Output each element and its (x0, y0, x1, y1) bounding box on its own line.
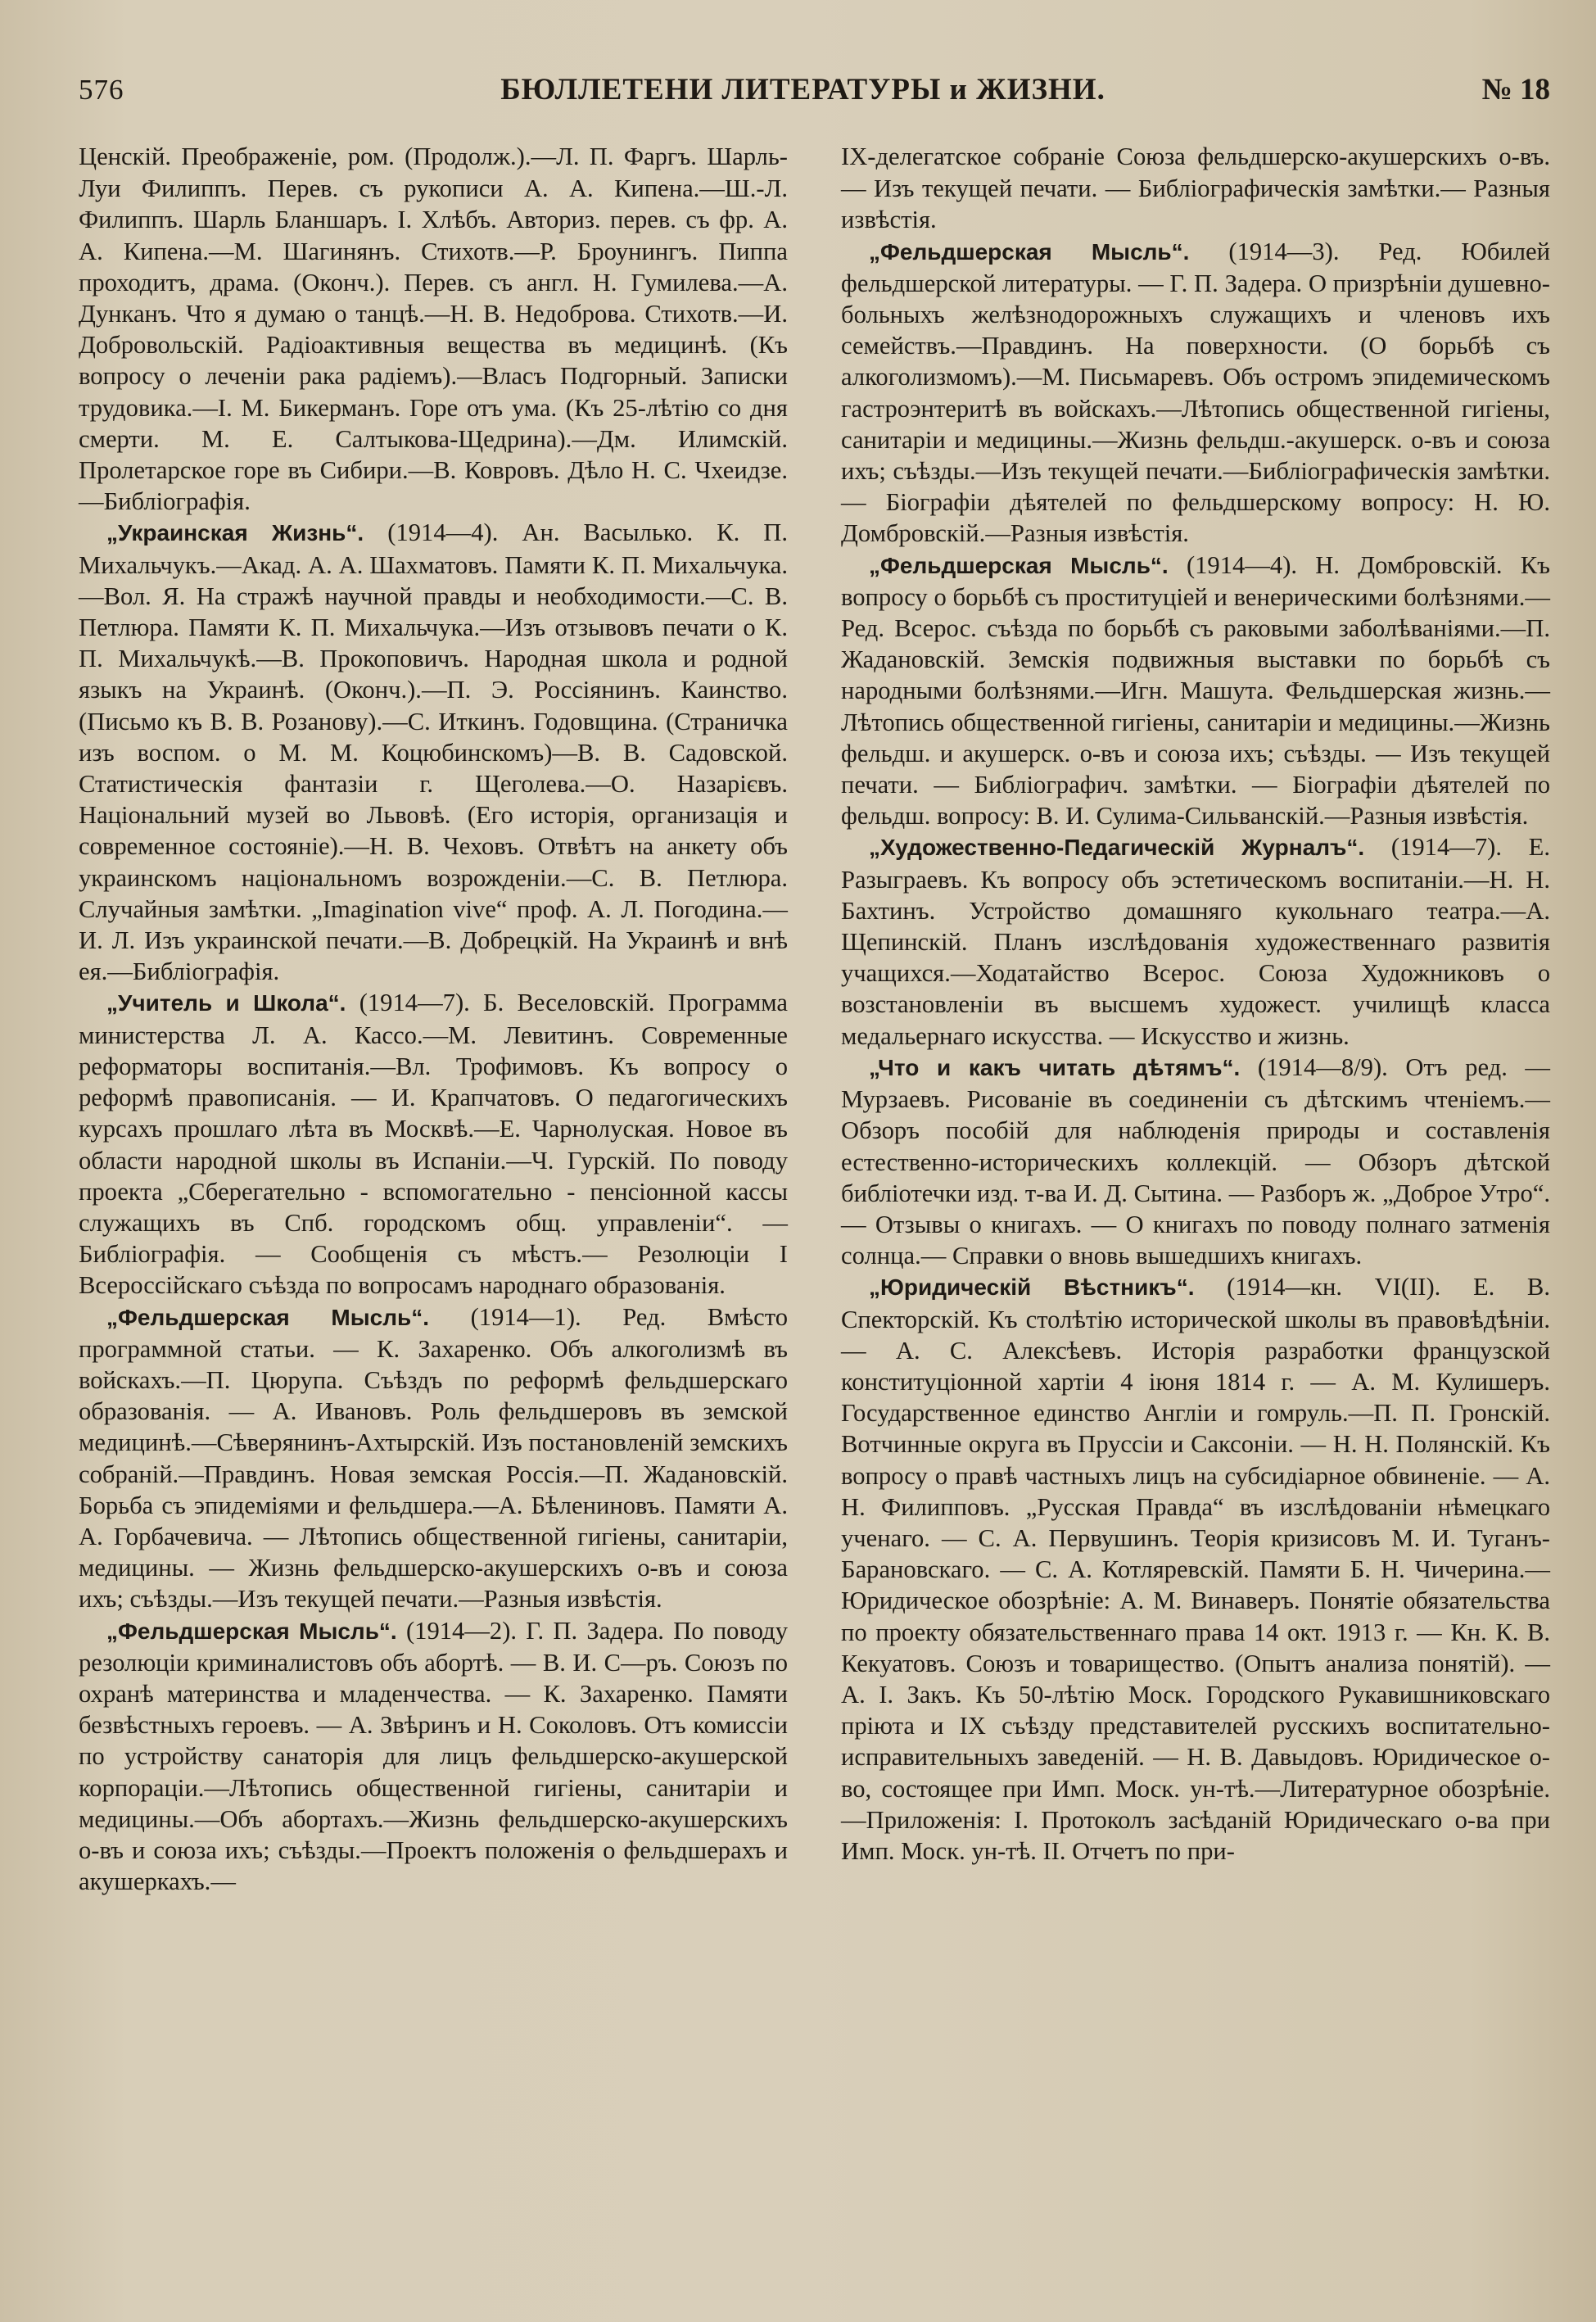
entry-text: (1914—1). Ред. Вмѣсто программной статьи. — К. Захаренко. Объ алкоголизмѣ въ войскахъ.—П. Цюрупа. Съѣздъ по реформѣ фельдшерскаго образованія. — А. Ивановъ. Роль фельдшеровъ въ земской медицинѣ.—Сѣверянинъ-Ахтырскій. Изъ постановленій земскихъ собраній.—Правдинъ. Новая земская Россія.—П. Жадановскій. Борьба съ эпидеміями и фельдшера.—А. Бѣлениновъ. Памяти А. А. Горбачевича. — Лѣтопись общественной гигіены, санитаріи, медицины. — Жизнь фельдшерско-акушерскихъ о-въ и союза ихъ; съѣзды.—Изъ текущей печати.—Разныя извѣстія. (79, 1302, 788, 1614)
entry-text: (1914—7). Е. Разыграевъ. Къ вопросу объ эстетическомъ воспитаніи.—Н. Н. Бахтинъ. Устройство домашняго кукольнаго театра.—А. Щепинскій. Планъ изслѣдованія художественнаго развитія учащихся.—Ходатайство Всерос. Союза Художниковъ о возстановленіи въ высшемъ художест. училищѣ класса медальернаго искусства. — Искусство и жизнь. (841, 833, 1550, 1050)
entry-text: (1914—4). Ан. Васылько. К. П. Михальчукъ.—Акад. А. А. Шахматовъ. Памяти К. П. Михальчука.—Вол. Я. На стражѣ научной правды и необходимости.—С. В. Петлюра. Памяти К. П. Михальчука.—Изъ отзывовъ печати о К. П. Михальчукѣ.—В. Прокоповичъ. Народная школа и родной языкъ на Украинѣ. (Оконч.).—П. Э. Россіянинъ. Каинство. (Письмо къ В. В. Розанову).—С. Иткинъ. Годовщина. (Страничка изъ воспом. о М. М. Коцюбинскомъ)—В. В. Садовской. Статистическія фантазіи г. Щеголева.—О. Назарієвъ. Національний музей во Львовѣ. (Его исторія, организація и современное состояніе).—Н. В. Чеховъ. Отвѣтъ на анкету объ украинскомъ національномъ возрожденіи.—С. В. Петлюра. Случайныя замѣтки. „Imagination vive“ проф. А. Л. Погодина.—И. Л. Изъ украинской печати.—В. Добрецкій. На Украинѣ и внѣ ея.—Библіографія. (79, 518, 788, 986)
bibliography-entry (79, 1301, 788, 1615)
bibliography-entry (841, 1052, 1550, 1271)
bibliography-entry (79, 987, 788, 1301)
entry-text: Ценскій. Преображеніе, ром. (Продолж.).—Л. П. Фаргъ. Шарль-Луи Филиппъ. Перев. съ рукописи А. А. Кипена.—Ш.-Л. Филиппъ. Шарль Бланшаръ. І. Хлѣбъ. Авториз. перев. съ фр. А. А. Кипена.—М. Шагинянъ. Стихотв.—Р. Броунингъ. Пиппа проходитъ, драма. (Оконч.). Перев. съ англ. Н. Гумилева.—А. Дунканъ. Что я думаю о танцѣ.—Н. В. Недоброва. Стихотв.—И. Добровольскій. Радіоактивныя вещества въ медицинѣ. (Къ вопросу о леченіи рака радіемъ).—Власъ Подгорный. Записки трудовика.—І. М. Бикерманъ. Горе отъ ума. (Къ 25-лѣтію со дня смерти. М. Е. Салтыкова-Щедрина).—Дм. Илимскій. Пролетарское горе въ Сибири.—В. Ковровъ. Дѣло Н. С. Чхеидзе.—Библіографія. (79, 143, 788, 516)
journal-title: „Художественно-Педагическій Журналъ“. (869, 835, 1365, 861)
bibliography-entry (841, 550, 1550, 832)
issue-number: № 18 (1481, 73, 1550, 106)
bibliography-entry (841, 831, 1550, 1051)
right-column (841, 141, 1550, 2297)
page-number: 576 (79, 74, 124, 106)
entry-text: (1914—3). Ред. Юбилей фельдшерской литературы. — Г. П. Задера. О призрѣніи душевно-больныхъ желѣзнодорожныхъ служащихъ и членовъ ихъ семействъ.—Правдинъ. На поверхности. (О борьбѣ съ алкоголизмомъ).—М. Письмаревъ. Объ остромъ эпидемическомъ гастроэнтеритѣ въ войскахъ.—Лѣтопись общественной гигіены, санитаріи и медицины.—Жизнь фельдш.-акушерск. о-въ и союза ихъ; съѣзды.—Изъ текущей печати.—Библіографическія замѣтки. — Біографіи дѣятелей по фельдшерскому вопросу: Н. Ю. Домбровскій.—Разныя извѣстія. (841, 237, 1550, 548)
bibliography-entry (841, 141, 1550, 236)
entry-text: (1914—4). Н. Домбровскій. Къ вопросу о борьбѣ съ проституціей и венерическими болѣзнями.—Ред. Всерос. съѣзда по борьбѣ съ раковыми заболѣваніями.—П. Жадановскій. Земскія подвижныя выставки по борьбѣ съ народными болѣзнями.—Игн. Машута. Фельдшерская жизнь.—Лѣтопись общественной гигіены, санитаріи и медицины.—Жизнь фельдш. и акушерск. о-въ и союза ихъ; съѣзды. — Изъ текущей печати. — Библіографич. замѣтки. — Біографіи дѣятелей по фельдш. вопросу: В. И. Сулима-Сильванскій.—Разныя извѣстія. (841, 550, 1551, 831)
bibliography-entry (79, 517, 788, 987)
entry-text: (1914—8/9). Отъ ред. — Мурзаевъ. Рисованіе въ соединеніи съ дѣтскимъ чтеніемъ.—Обзоръ пособій для наблюденія природы и составленія естественно-историческихъ коллекцій. — Обзоръ дѣтской библіотечки изд. т-ва И. Д. Сытина. — Разборъ ж. „Доброе Утро“. — Отзывы о книгахъ. — О книгахъ по поводу полнаго затменія солнца.— Справки о вновь вышедшихъ книгахъ. (841, 1052, 1551, 1270)
entry-text: (1914—7). Б. Веселовскій. Программа министерства Л. А. Кассо.—М. Левитинъ. Современные реформаторы воспитанія.—Вл. Трофимовъ. Къ вопросу о реформѣ правописанія. — И. Крапчатовъ. О педагогическихъ курсахъ прошлаго лѣта въ Москвѣ.—Е. Чарнолуская. Новое въ области народной школы въ Испаніи.—Ч. Гурскій. По поводу проекта „Сберегательно - вспомогательно - пенсіонной кассы служащихъ въ Спб. городскомъ общ. управленіи“. — Библіографія. — Сообщенія съ мѣстъ.— Резолюціи I Всероссійскаго съѣзда по вопросамъ народнаго образованія. (79, 989, 788, 1300)
entry-text: IX-делегатское собраніе Союза фельдшерско-акушерскихъ о-въ. — Изъ текущей печати. — Библіографическія замѣтки.— Разныя извѣстія. (841, 143, 1550, 234)
journal-title: „Фельдшерская Мысль“. (106, 1304, 430, 1330)
left-column (79, 141, 788, 2297)
journal-title: „Украинская Жизнь“. (106, 520, 364, 546)
bibliography-entry (79, 1615, 788, 1898)
entry-text: (1914—2). Г. П. Задера. По поводу резолюціи криминалистовъ объ абортѣ. — В. И. С—ръ. Союзъ по охранѣ материнства и младенчества. — К. Захаренко. Памяти безвѣстныхъ героевъ. — А. Звѣринъ и Н. Соколовъ. Отъ комиссіи по устройству санаторія для лицъ фельдшерско-акушерской корпораціи.—Лѣтопись общественной гигіены, санитаріи и медицины.—Объ абортахъ.—Жизнь фельдшерско-акушерскихъ о-въ и союза ихъ; съѣзды.—Проектъ положенія о фельдшерахъ и акушеркахъ.— (79, 1616, 788, 1896)
journal-title: „Фельдшерская Мысль“. (106, 1618, 397, 1644)
bibliography-entry (841, 236, 1550, 550)
journal-title: „Фельдшерская Мысль“. (869, 552, 1169, 578)
entry-text: (1914—кн. VI(II). Е. В. Спекторскій. Къ столѣтію исторической школы въ правовѣдѣніи. — А. С. Алексѣевъ. Исторія разработки французской конституціонной хартіи 4 іюня 1814 г. — А. М. Кулишеръ. Государственное единство Англіи и гомруль.—П. П. Гронскій. Вотчинные округа въ Пруссіи и Саксоніи. — Н. Н. Полянскій. Къ вопросу о правѣ частныхъ лицъ на субсидіарное обвиненіе. — А. Н. Филипповъ. „Русская Правда“ въ изслѣдованіи нѣмецкаго ученаго. — С. А. Первушинъ. Теорія кризисовъ М. И. Туганъ-Барановскаго. — С. А. Котляревскій. Памяти Б. Н. Чичерина.—Юридическое обозрѣніе: А. М. Винаверъ. Понятіе обязательства по проекту обязательственнаго права 14 окт. 1913 г. — Кн. К. В. Кекуатовъ. Союзъ и товарищество. (Опытъ анализа понятій). — А. І. Закъ. Къ 50-лѣтію Моск. Городского Рукавишниковскаго пріюта и IX съѣзду представителей русскихъ воспитательно-исправительныхъ заведеній. — Н. В. Давыдовъ. Юридическое о-во, состоящее при Имп. Моск. ун-тѣ.—Литературное обозрѣніе.—Приложенія: І. Протоколъ засѣданій Юридическаго о-ва при Имп. Моск. ун-тѣ. II. Отчетъ по при- (841, 1273, 1550, 1865)
journal-title: „Учитель и Школа“. (106, 990, 346, 1016)
running-title: БЮЛЛЕТЕНИ ЛИТЕРАТУРЫ и ЖИЗНИ. (500, 73, 1105, 106)
journal-title: „Что и какъ читать дѣтямъ“. (869, 1054, 1241, 1080)
page-header (79, 72, 1550, 121)
journal-title: „Юридическій Вѣстникъ“. (869, 1274, 1195, 1301)
text-columns (79, 141, 1550, 2297)
journal-title: „Фельдшерская Мысль“. (869, 238, 1190, 265)
bibliography-entry (841, 1271, 1550, 1867)
bibliography-entry (79, 141, 788, 517)
